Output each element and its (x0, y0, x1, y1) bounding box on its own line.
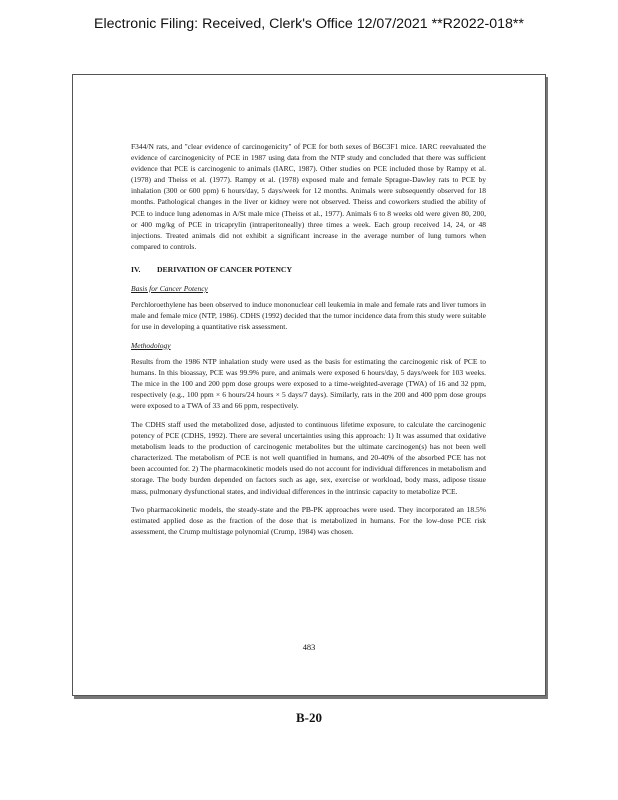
subheading-methodology: Methodology (131, 340, 171, 350)
page-body (131, 141, 486, 545)
body-paragraph-3: Results from the 1986 NTP inhalation study were used as the basis for estimating the carcinogenic risk of PCE to humans. In this bioassay, PCE was 99.9% pure, and animals were exposed 6 hours/day, 5 days/week for 103 weeks. The mice in the 100 and 200 ppm dose groups were exposed to a time-weighted-average (TWA) of 16 and 32 ppm, respectively (e.g., 100 ppm × 6 hours/24 hours × 5 days/7 days). Similarly, rats in the 200 and 400 ppm dose groups were exposed to a TWA of 33 and 66 ppm, respectively. (131, 357, 486, 411)
scanned-page (72, 74, 546, 696)
section-number: IV. (131, 264, 141, 274)
body-paragraph-4: The CDHS staff used the metabolized dose, adjusted to continuous lifetime exposure, to calculate the carcinogenic potency of PCE (CDHS, 1992). There are several uncertainties using this approach: 1) It was assumed that oxidative metabolism leads to the production of carcinogenic metabolites but the ultimate carcinogen(s) has not been well characterized. The metabolism of PCE is not well quantified in humans, and 20-40% of the absorbed PCE has not been accounted for. 2) The pharmacokinetic models used do not account for individual differences in metabolism and storage. The body burden depended on factors such as age, sex, exercise or workload, body mass, adipose tissue mass, pulmonary dysfunctional states, and individual differences in the intrinsic capacity to metabolize PCE. (131, 419, 486, 496)
section-heading (131, 264, 486, 275)
subheading-basis: Basis for Cancer Potency (131, 284, 208, 294)
page-number: 483 (302, 643, 316, 652)
filing-header: Electronic Filing: Received, Clerk's Office 12/07/2021 **R2022-018** (94, 16, 524, 32)
exhibit-page-label: B-20 (296, 710, 322, 725)
body-paragraph-5: Two pharmacokinetic models, the steady-state and the PB-PK approaches were used. They incorporated an 18.5% estimated applied dose as the fraction of the dose that is metabolized in humans. For the low-dose PCE risk assessment, the Crump multistage polynomial (Crump, 1984) was chosen. (131, 505, 486, 537)
body-paragraph-1: F344/N rats, and "clear evidence of carcinogenicity" of PCE for both sexes of B6C3F1 mice. IARC reevaluated the evidence of carcinogenicity of PCE in 1987 using data from the NTP study and concluded that there was sufficient evidence that PCE is carcinogenic to animals (IARC, 1987). Other studies on PCE included those by Rampy et al. (1978) and Theiss et al. (1977). Rampy et al. (1978) exposed male and female Sprague-Dawley rats to PCE by inhalation (300 or 600 ppm) 6 hours/day, 5 days/week for 12 months. Animals were subsequently observed for 18 months. Pathological changes in the liver or kidney were not observed. Theiss and coworkers studied the ability of PCE to induce lung adenomas in A/St male mice (Theiss et al., 1977). Animals 6 to 8 weeks old were given 80, 200, or 400 mg/kg of PCE in tricaprylin (intraperitoneally) three times a week. Each group received 14, 24, or 48 injections. Treated animals did not exhibit a significant increase in the average number of lung tumors when compared to controls. (131, 142, 486, 251)
body-paragraph-2: Perchloroethylene has been observed to induce mononuclear cell leukemia in male and female rats and liver tumors in male and female mice (NTP, 1986). CDHS (1992) decided that the tumor incidence data from this study were suitable for use in developing a quantitative risk assessment. (131, 300, 486, 332)
section-title: DERIVATION OF CANCER POTENCY (157, 264, 293, 274)
